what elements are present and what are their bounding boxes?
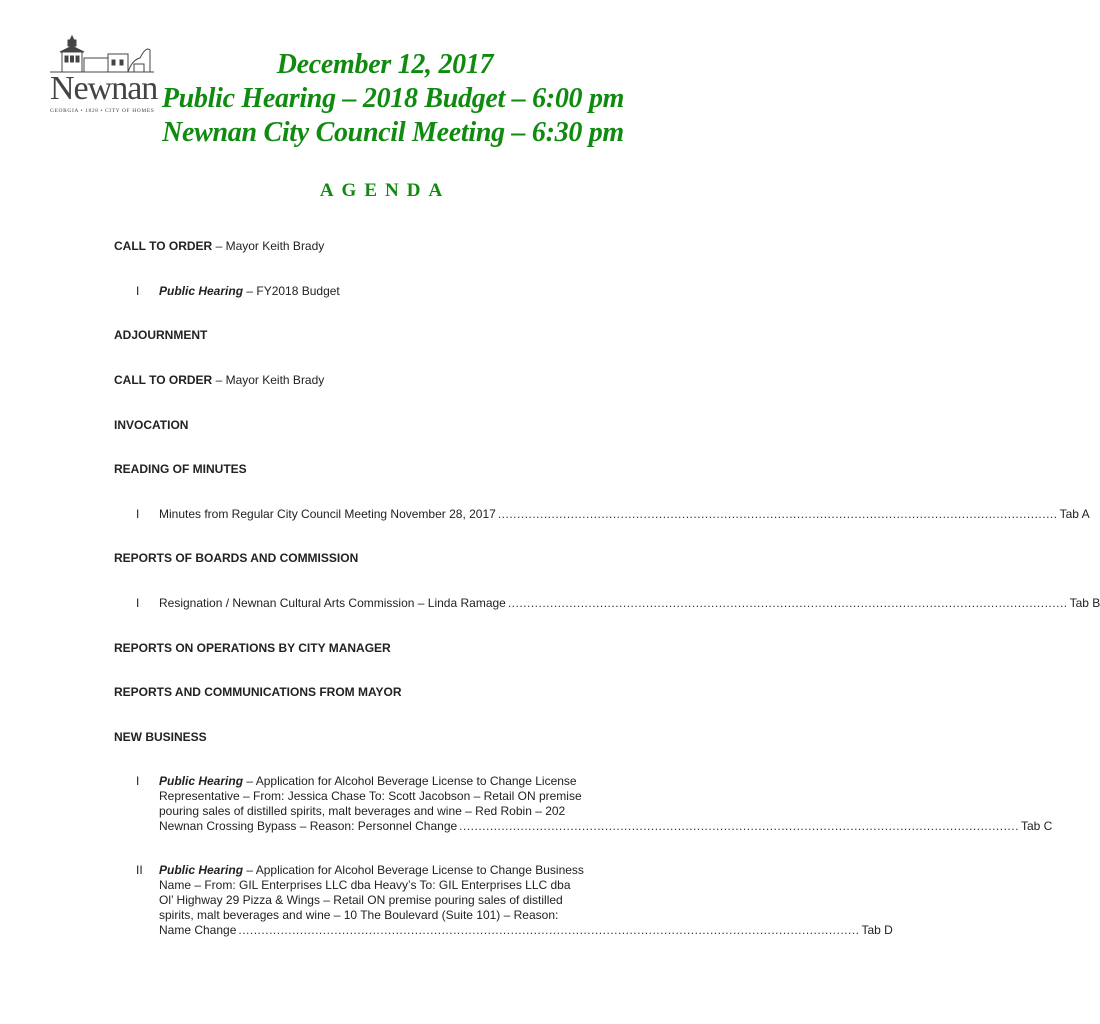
leader-dots: .................................................................................................................................................................. (238, 923, 860, 937)
agenda-heading: AGENDA (319, 180, 451, 201)
item-number: I (136, 596, 140, 610)
item-lead: Public Hearing (159, 863, 244, 877)
item-line: Name – From: GIL Enterprises LLC dba Heavy’s To: GIL Enterprises LLC dba (159, 878, 571, 892)
reports-mayor-heading: REPORTS AND COMMUNICATIONS FROM MAYOR (114, 685, 402, 699)
reports-operations-heading: REPORTS ON OPERATIONS BY CITY MANAGER (114, 641, 391, 655)
item-number: I (136, 774, 140, 788)
item-line: – Application for Alcohol Beverage License to Change License (243, 774, 577, 788)
reading-of-minutes-heading: READING OF MINUTES (114, 462, 247, 476)
section-detail: – Mayor Keith Brady (212, 373, 325, 387)
item-line: – Application for Alcohol Beverage License to Change Business (243, 863, 584, 877)
reports-boards-heading: REPORTS OF BOARDS AND COMMISSION (114, 551, 359, 565)
section-detail: – Mayor Keith Brady (212, 239, 325, 253)
invocation-heading: INVOCATION (114, 418, 189, 432)
tab-reference: Tab D (861, 923, 893, 937)
item-lead: Public Hearing (159, 774, 244, 788)
leader-dots: .................................................................................................................................................. (459, 819, 1019, 833)
adjournment-heading: ADJOURNMENT (114, 328, 208, 342)
logo-wordmark: Newnan (50, 70, 158, 107)
section-label: CALL TO ORDER (114, 373, 213, 387)
section-label: CALL TO ORDER (114, 239, 213, 253)
tab-reference: Tab A (1059, 507, 1090, 521)
item-line: spirits, malt beverages and wine – 10 The Boulevard (Suite 101) – Reason: (159, 908, 559, 922)
tab-reference: Tab B (1069, 596, 1100, 610)
item-number: II (136, 863, 143, 877)
council-meeting-title: Newnan City Council Meeting – 6:30 pm (162, 117, 624, 148)
meeting-date-title: December 12, 2017 (276, 49, 494, 80)
item-text: Minutes from Regular City Council Meeting November 28, 2017 (159, 507, 496, 521)
item-line: Representative – From: Jessica Chase To: Scott Jacobson – Retail ON premise (159, 789, 582, 803)
item-line: Name Change (159, 923, 237, 937)
item-line: Newnan Crossing Bypass – Reason: Personnel Change (159, 819, 458, 833)
item-number: I (136, 507, 140, 521)
new-business-heading: NEW BUSINESS (114, 730, 207, 744)
item-text: Resignation / Newnan Cultural Arts Commission – Linda Ramage (159, 596, 506, 610)
item-number: I (136, 284, 140, 298)
item-line: pouring sales of distilled spirits, malt beverages and wine – Red Robin – 202 (159, 804, 566, 818)
item-line: Ol’ Highway 29 Pizza & Wings – Retail ON premise pouring sales of distilled (159, 893, 563, 907)
call-to-order-1 (114, 239, 324, 253)
tab-reference: Tab C (1020, 819, 1053, 833)
leader-dots: .................................................................................................................................................. (497, 507, 1058, 521)
item-text: – FY2018 Budget (243, 284, 340, 298)
item-lead: Public Hearing (159, 284, 244, 298)
logo-tagline: GEORGIA • 1828 • CITY OF HOMES (50, 108, 155, 114)
call-to-order-2 (114, 373, 324, 387)
public-hearing-title: Public Hearing – 2018 Budget – 6:00 pm (161, 83, 625, 114)
leader-dots: .................................................................................................................................................. (507, 596, 1068, 610)
